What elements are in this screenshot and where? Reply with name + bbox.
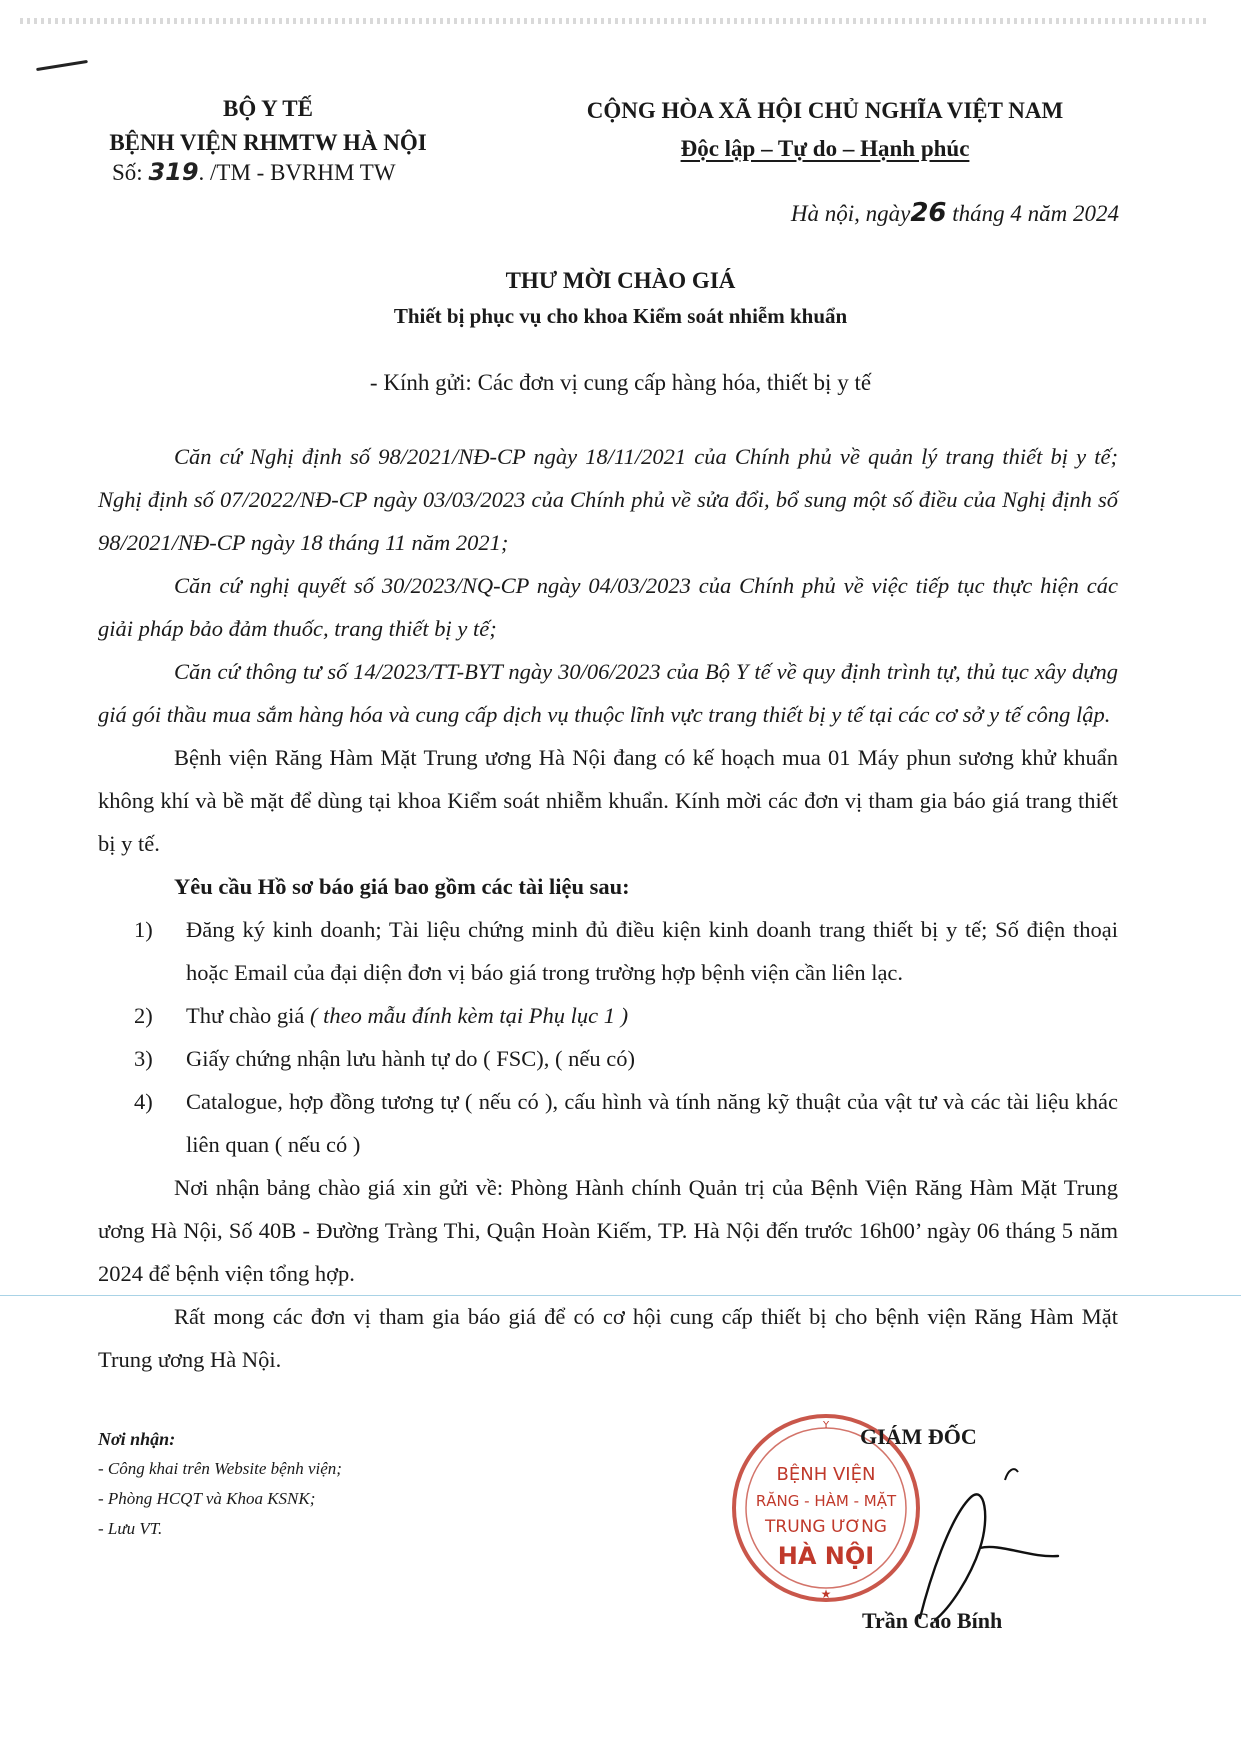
- item-text-italic: ( theo mẫu đính kèm tại Phụ lục 1 ): [310, 1003, 629, 1028]
- hospital-name: BỆNH VIỆN RHMTW HÀ NỘI: [109, 130, 427, 155]
- dateline: [791, 198, 1119, 228]
- document-title: THƯ MỜI CHÀO GIÁ: [505, 268, 736, 293]
- item-text: Catalogue, hợp đồng tương tự ( nếu có ), cấu hình và tính năng kỹ thuật của vật tư và các tài liệu khác liên quan ( nếu có ): [186, 1089, 1118, 1157]
- recipient-item: - Lưu VT.: [98, 1519, 163, 1538]
- handwritten-signature: [830, 1458, 1060, 1628]
- requirements-heading: Yêu cầu Hồ sơ báo giá bao gồm các tài liệu sau:: [174, 874, 630, 899]
- stamp-line-1: BỆNH VIỆN: [776, 1464, 876, 1485]
- submission-paragraph: Nơi nhận bảng chào giá xin gửi về: Phòng Hành chính Quản trị của Bệnh Viện Răng Hàm Mặt Trung ương Hà Nội, Số 40B - Đường Tràng Thi, Quận Hoàn Kiếm, TP. Hà Nội đến trước 16h00’ ngày 06 tháng 5 năm 2024 để bệnh viện tổng hợp.: [98, 1175, 1118, 1286]
- legal-basis-2: Căn cứ nghị quyết số 30/2023/NQ-CP ngày 04/03/2023 của Chính phủ về việc tiếp tục thực hiện các giải pháp bảo đảm thuốc, trang thiết bị y tế;: [98, 573, 1118, 641]
- document-body: [98, 435, 1118, 1381]
- recipients-title: Nơi nhận:: [98, 1429, 176, 1449]
- closing-paragraph: Rất mong các đơn vị tham gia báo giá để có cơ hội cung cấp thiết bị cho bệnh viện Răng Hàm Mặt Trung ương Hà Nội.: [98, 1304, 1118, 1372]
- stamp-line-2: RĂNG - HÀM - MẶT: [755, 1492, 897, 1510]
- national-header: [545, 92, 1105, 168]
- date-prefix: Hà nội, ngày: [790, 201, 911, 226]
- signature-block: [730, 1408, 1150, 1638]
- item-text: [186, 994, 1118, 1037]
- legal-basis-3: Căn cứ thông tư số 14/2023/TT-BYT ngày 30/06/2023 của Bộ Y tế về quy định trình tự, thủ tục xây dựng giá gói thầu mua sắm hàng hóa và cung cấp dịch vụ thuộc lĩnh vực trang thiết bị y tế tại các cơ sở y tế công lập.: [98, 659, 1118, 727]
- svg-text:★: ★: [820, 1587, 832, 1601]
- requirement-item: [98, 1037, 1118, 1080]
- ministry-name: BỘ Y TẾ: [223, 96, 313, 121]
- item-number: 2): [134, 1003, 153, 1028]
- requirement-item: [98, 994, 1118, 1037]
- doc-no-suffix: . /TM - BVRHM TW: [198, 160, 396, 185]
- item-text: Giấy chứng nhận lưu hành tự do ( FSC), ( nếu có): [186, 1046, 636, 1071]
- item-text-plain: Thư chào giá: [186, 1003, 311, 1028]
- legal-basis-1: Căn cứ Nghị định số 98/2021/NĐ-CP ngày 18/11/2021 của Chính phủ về quản lý trang thiết bị y tế; Nghị định số 07/2022/NĐ-CP ngày 03/03/2023 của Chính phủ về sửa đổi, bổ sung một số điều của Nghị định số 98/2021/NĐ-CP ngày 18 tháng 11 năm 2021;: [98, 444, 1118, 555]
- signer-name: Trần Cao Bính: [862, 1608, 1003, 1633]
- item-text: Đăng ký kinh doanh; Tài liệu chứng minh đủ điều kiện kinh doanh trang thiết bị y tế; Số điện thoại hoặc Email của đại diện đơn vị báo giá trong trường hợp bệnh viện cần liên lạc.: [186, 917, 1118, 985]
- item-number: 4): [134, 1089, 153, 1114]
- signer-position: GIÁM ĐỐC: [860, 1424, 977, 1449]
- national-motto: Độc lập – Tự do – Hạnh phúc: [680, 136, 970, 161]
- recipient-item: - Phòng HCQT và Khoa KSNK;: [98, 1489, 316, 1508]
- document-subtitle: Thiết bị phục vụ cho khoa Kiểm soát nhiễm khuẩn: [393, 304, 848, 328]
- recipient-item: - Công khai trên Website bệnh viện;: [98, 1459, 342, 1478]
- date-day: 26: [910, 198, 947, 228]
- recipients-list: [98, 1424, 342, 1544]
- doc-no-label: Số:: [112, 160, 143, 185]
- stamp-line-3: TRUNG ƯƠNG: [765, 1517, 887, 1537]
- date-suffix: tháng 4 năm 2024: [946, 201, 1119, 226]
- scan-artifact: [20, 18, 1210, 24]
- requirement-item: [98, 1080, 1118, 1166]
- item-number: 1): [134, 917, 153, 942]
- issuer-block: [88, 92, 448, 160]
- item-number: 3): [134, 1046, 153, 1071]
- intro-paragraph: Bệnh viện Răng Hàm Mặt Trung ương Hà Nội đang có kế hoạch mua 01 Máy phun sương khử khuẩn không khí và bề mặt để dùng tại khoa Kiểm soát nhiễm khuẩn. Kính mời các đơn vị tham gia báo giá trang thiết bị y tế.: [98, 745, 1118, 856]
- requirement-item: [98, 908, 1118, 994]
- svg-text:Y: Y: [822, 1420, 830, 1431]
- doc-no-value: 319: [148, 158, 199, 186]
- pen-mark: [36, 60, 88, 71]
- stamp-line-4: HÀ NỘI: [777, 1542, 875, 1570]
- recipient-line: - Kính gửi: Các đơn vị cung cấp hàng hóa, thiết bị y tế: [369, 370, 872, 395]
- republic-title: CỘNG HÒA XÃ HỘI CHỦ NGHĨA VIỆT NAM: [586, 98, 1064, 123]
- document-number: [112, 158, 396, 186]
